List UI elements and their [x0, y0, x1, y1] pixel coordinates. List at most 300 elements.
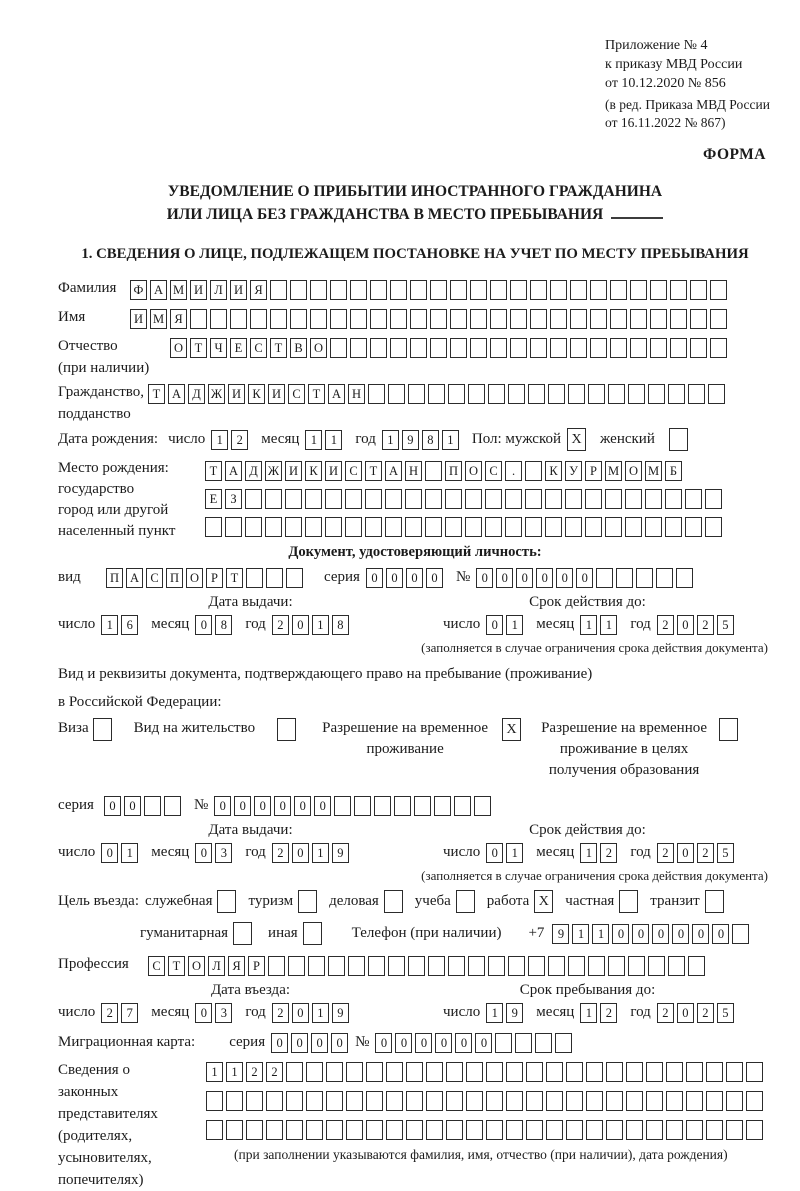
char-box[interactable]: 0	[292, 843, 309, 863]
char-box[interactable]	[326, 1062, 343, 1082]
char-box[interactable]	[530, 338, 547, 358]
char-box[interactable]	[626, 1062, 643, 1082]
char-box[interactable]: Я	[170, 309, 187, 329]
char-box[interactable]: П	[166, 568, 183, 588]
char-box[interactable]: 1	[506, 615, 523, 635]
char-box[interactable]	[535, 1033, 552, 1053]
char-box[interactable]	[686, 1120, 703, 1140]
char-box[interactable]: 2	[272, 843, 289, 863]
char-box[interactable]	[485, 489, 502, 509]
char-box[interactable]: 0	[692, 924, 709, 944]
char-box[interactable]: Ф	[130, 280, 147, 300]
char-box[interactable]	[646, 1062, 663, 1082]
sex-female-checkbox[interactable]	[669, 428, 688, 451]
char-box[interactable]: 1	[572, 924, 589, 944]
char-box[interactable]: 2	[272, 1003, 289, 1023]
char-box[interactable]: Я	[250, 280, 267, 300]
char-box[interactable]	[285, 489, 302, 509]
char-box[interactable]: 1	[226, 1062, 243, 1082]
char-box[interactable]	[568, 384, 585, 404]
char-box[interactable]	[648, 384, 665, 404]
char-box[interactable]: 1	[442, 430, 459, 450]
char-box[interactable]	[370, 280, 387, 300]
char-box[interactable]	[286, 1120, 303, 1140]
char-box[interactable]: А	[385, 461, 402, 481]
char-box[interactable]	[596, 568, 613, 588]
char-box[interactable]	[454, 796, 471, 816]
char-box[interactable]	[565, 489, 582, 509]
char-box[interactable]	[630, 309, 647, 329]
char-box[interactable]	[368, 956, 385, 976]
char-box[interactable]: 0	[516, 568, 533, 588]
char-box[interactable]	[466, 1120, 483, 1140]
char-box[interactable]: 0	[311, 1033, 328, 1053]
char-box[interactable]	[330, 309, 347, 329]
char-box[interactable]	[505, 517, 522, 537]
char-box[interactable]: 1	[312, 843, 329, 863]
char-box[interactable]	[510, 280, 527, 300]
char-box[interactable]	[626, 1120, 643, 1140]
char-box[interactable]	[710, 280, 727, 300]
char-box[interactable]	[585, 489, 602, 509]
char-box[interactable]	[610, 280, 627, 300]
char-box[interactable]	[590, 338, 607, 358]
char-box[interactable]: Ж	[265, 461, 282, 481]
char-box[interactable]: 0	[292, 1003, 309, 1023]
char-box[interactable]	[286, 1062, 303, 1082]
char-box[interactable]	[446, 1091, 463, 1111]
char-box[interactable]: 1	[211, 430, 228, 450]
char-box[interactable]: 0	[612, 924, 629, 944]
char-box[interactable]: 9	[332, 843, 349, 863]
char-box[interactable]	[690, 280, 707, 300]
char-box[interactable]	[506, 1091, 523, 1111]
char-box[interactable]	[688, 956, 705, 976]
purpose-rabota-checkbox[interactable]: X	[534, 890, 553, 913]
char-box[interactable]: 0	[292, 615, 309, 635]
char-box[interactable]	[526, 1062, 543, 1082]
char-box[interactable]: 1	[206, 1062, 223, 1082]
char-box[interactable]: 0	[195, 1003, 212, 1023]
char-box[interactable]	[608, 384, 625, 404]
char-box[interactable]	[470, 338, 487, 358]
char-box[interactable]: У	[565, 461, 582, 481]
char-box[interactable]	[530, 280, 547, 300]
char-box[interactable]: 0	[331, 1033, 348, 1053]
char-box[interactable]: 5	[717, 615, 734, 635]
char-box[interactable]	[665, 489, 682, 509]
char-box[interactable]	[285, 517, 302, 537]
char-box[interactable]: А	[168, 384, 185, 404]
char-box[interactable]	[710, 309, 727, 329]
char-box[interactable]: 5	[717, 843, 734, 863]
char-box[interactable]	[616, 568, 633, 588]
char-box[interactable]	[546, 1062, 563, 1082]
char-box[interactable]	[666, 1120, 683, 1140]
char-box[interactable]	[225, 517, 242, 537]
char-box[interactable]: 0	[366, 568, 383, 588]
char-box[interactable]	[546, 1091, 563, 1111]
char-box[interactable]	[485, 517, 502, 537]
char-box[interactable]	[268, 956, 285, 976]
char-box[interactable]	[328, 956, 345, 976]
char-box[interactable]	[506, 1120, 523, 1140]
char-box[interactable]: 0	[395, 1033, 412, 1053]
char-box[interactable]	[405, 517, 422, 537]
char-box[interactable]: Т	[168, 956, 185, 976]
char-box[interactable]: 1	[305, 430, 322, 450]
purpose-delovaya-checkbox[interactable]	[384, 890, 403, 913]
char-box[interactable]: 0	[576, 568, 593, 588]
char-box[interactable]	[428, 956, 445, 976]
char-box[interactable]: Н	[348, 384, 365, 404]
char-box[interactable]	[388, 384, 405, 404]
char-box[interactable]	[265, 517, 282, 537]
char-box[interactable]: И	[228, 384, 245, 404]
char-box[interactable]: 0	[677, 615, 694, 635]
char-box[interactable]	[350, 309, 367, 329]
char-box[interactable]	[386, 1091, 403, 1111]
char-box[interactable]	[650, 309, 667, 329]
char-box[interactable]	[488, 384, 505, 404]
char-box[interactable]	[348, 956, 365, 976]
char-box[interactable]	[334, 796, 351, 816]
char-box[interactable]	[144, 796, 161, 816]
char-box[interactable]	[508, 956, 525, 976]
char-box[interactable]: 0	[556, 568, 573, 588]
char-box[interactable]	[290, 280, 307, 300]
char-box[interactable]	[570, 338, 587, 358]
char-box[interactable]: С	[146, 568, 163, 588]
char-box[interactable]: 0	[124, 796, 141, 816]
char-box[interactable]: 0	[475, 1033, 492, 1053]
char-box[interactable]: 0	[214, 796, 231, 816]
char-box[interactable]	[270, 309, 287, 329]
char-box[interactable]: 0	[677, 843, 694, 863]
char-box[interactable]: Р	[206, 568, 223, 588]
char-box[interactable]	[495, 1033, 512, 1053]
char-box[interactable]	[685, 517, 702, 537]
char-box[interactable]: 1	[121, 843, 138, 863]
char-box[interactable]	[486, 1120, 503, 1140]
char-box[interactable]: 1	[592, 924, 609, 944]
char-box[interactable]	[566, 1091, 583, 1111]
char-box[interactable]: К	[248, 384, 265, 404]
char-box[interactable]	[676, 568, 693, 588]
char-box[interactable]	[708, 384, 725, 404]
char-box[interactable]	[325, 489, 342, 509]
char-box[interactable]	[346, 1062, 363, 1082]
char-box[interactable]: 8	[422, 430, 439, 450]
char-box[interactable]: П	[106, 568, 123, 588]
char-box[interactable]: О	[188, 956, 205, 976]
char-box[interactable]: 2	[697, 1003, 714, 1023]
char-box[interactable]	[308, 956, 325, 976]
char-box[interactable]: 0	[415, 1033, 432, 1053]
char-box[interactable]	[266, 568, 283, 588]
char-box[interactable]	[550, 309, 567, 329]
char-box[interactable]	[230, 309, 247, 329]
char-box[interactable]: И	[230, 280, 247, 300]
char-box[interactable]: 1	[580, 1003, 597, 1023]
char-box[interactable]	[206, 1120, 223, 1140]
char-box[interactable]	[286, 568, 303, 588]
char-box[interactable]	[385, 489, 402, 509]
char-box[interactable]: 0	[672, 924, 689, 944]
char-box[interactable]	[606, 1120, 623, 1140]
char-box[interactable]	[646, 1120, 663, 1140]
char-box[interactable]: 1	[600, 615, 617, 635]
char-box[interactable]	[390, 280, 407, 300]
char-box[interactable]: Т	[270, 338, 287, 358]
char-box[interactable]: 0	[314, 796, 331, 816]
char-box[interactable]	[650, 280, 667, 300]
char-box[interactable]	[386, 1062, 403, 1082]
char-box[interactable]	[408, 384, 425, 404]
char-box[interactable]: 0	[632, 924, 649, 944]
char-box[interactable]: Е	[230, 338, 247, 358]
char-box[interactable]: М	[150, 309, 167, 329]
char-box[interactable]	[690, 309, 707, 329]
char-box[interactable]: М	[645, 461, 662, 481]
char-box[interactable]	[430, 309, 447, 329]
char-box[interactable]	[410, 338, 427, 358]
char-box[interactable]	[688, 384, 705, 404]
char-box[interactable]	[706, 1091, 723, 1111]
char-box[interactable]: О	[310, 338, 327, 358]
char-box[interactable]	[250, 309, 267, 329]
char-box[interactable]: 0	[195, 615, 212, 635]
purpose-ucheba-checkbox[interactable]	[456, 890, 475, 913]
char-box[interactable]	[706, 1120, 723, 1140]
char-box[interactable]	[568, 956, 585, 976]
char-box[interactable]	[330, 280, 347, 300]
char-box[interactable]	[490, 309, 507, 329]
char-box[interactable]	[445, 489, 462, 509]
char-box[interactable]: 1	[486, 1003, 503, 1023]
char-box[interactable]: О	[170, 338, 187, 358]
char-box[interactable]	[586, 1120, 603, 1140]
char-box[interactable]: 9	[332, 1003, 349, 1023]
char-box[interactable]	[746, 1120, 763, 1140]
char-box[interactable]	[628, 384, 645, 404]
char-box[interactable]	[706, 1062, 723, 1082]
char-box[interactable]	[345, 517, 362, 537]
char-box[interactable]	[732, 924, 749, 944]
char-box[interactable]	[586, 1091, 603, 1111]
char-box[interactable]	[526, 1120, 543, 1140]
char-box[interactable]: Л	[208, 956, 225, 976]
char-box[interactable]: 2	[697, 843, 714, 863]
char-box[interactable]: Б	[665, 461, 682, 481]
char-box[interactable]: 0	[101, 843, 118, 863]
char-box[interactable]	[210, 309, 227, 329]
char-box[interactable]	[645, 489, 662, 509]
char-box[interactable]	[610, 309, 627, 329]
char-box[interactable]	[746, 1062, 763, 1082]
char-box[interactable]	[690, 338, 707, 358]
char-box[interactable]: А	[328, 384, 345, 404]
char-box[interactable]	[330, 338, 347, 358]
char-box[interactable]: Л	[210, 280, 227, 300]
char-box[interactable]	[366, 1120, 383, 1140]
char-box[interactable]	[630, 338, 647, 358]
char-box[interactable]	[286, 1091, 303, 1111]
rvp-checkbox[interactable]: X	[502, 718, 521, 741]
char-box[interactable]: 1	[580, 843, 597, 863]
char-box[interactable]	[406, 1062, 423, 1082]
char-box[interactable]	[345, 489, 362, 509]
char-box[interactable]: Ч	[210, 338, 227, 358]
char-box[interactable]	[646, 1091, 663, 1111]
char-box[interactable]: 9	[552, 924, 569, 944]
char-box[interactable]: А	[225, 461, 242, 481]
char-box[interactable]	[468, 384, 485, 404]
char-box[interactable]	[705, 517, 722, 537]
char-box[interactable]	[686, 1091, 703, 1111]
char-box[interactable]: 2	[657, 1003, 674, 1023]
char-box[interactable]	[346, 1091, 363, 1111]
purpose-chastnaya-checkbox[interactable]	[619, 890, 638, 913]
char-box[interactable]	[410, 309, 427, 329]
char-box[interactable]: 9	[402, 430, 419, 450]
char-box[interactable]: Ж	[208, 384, 225, 404]
char-box[interactable]	[625, 489, 642, 509]
char-box[interactable]: Р	[585, 461, 602, 481]
char-box[interactable]	[450, 338, 467, 358]
char-box[interactable]	[206, 1091, 223, 1111]
char-box[interactable]: 1	[506, 843, 523, 863]
char-box[interactable]: 0	[486, 615, 503, 635]
char-box[interactable]	[525, 517, 542, 537]
char-box[interactable]	[470, 280, 487, 300]
char-box[interactable]	[656, 568, 673, 588]
char-box[interactable]	[710, 338, 727, 358]
char-box[interactable]	[648, 956, 665, 976]
char-box[interactable]	[510, 309, 527, 329]
char-box[interactable]: 0	[496, 568, 513, 588]
char-box[interactable]	[726, 1120, 743, 1140]
char-box[interactable]: 0	[536, 568, 553, 588]
char-box[interactable]: 2	[266, 1062, 283, 1082]
char-box[interactable]: 1	[325, 430, 342, 450]
char-box[interactable]: И	[130, 309, 147, 329]
char-box[interactable]	[426, 1062, 443, 1082]
char-box[interactable]: 0	[375, 1033, 392, 1053]
char-box[interactable]	[545, 489, 562, 509]
char-box[interactable]	[305, 517, 322, 537]
char-box[interactable]	[566, 1062, 583, 1082]
char-box[interactable]: 2	[600, 1003, 617, 1023]
char-box[interactable]	[394, 796, 411, 816]
char-box[interactable]	[528, 956, 545, 976]
char-box[interactable]	[414, 796, 431, 816]
char-box[interactable]	[270, 280, 287, 300]
char-box[interactable]: Д	[188, 384, 205, 404]
char-box[interactable]: 0	[271, 1033, 288, 1053]
char-box[interactable]	[670, 338, 687, 358]
char-box[interactable]	[548, 956, 565, 976]
char-box[interactable]	[446, 1062, 463, 1082]
char-box[interactable]	[510, 338, 527, 358]
char-box[interactable]: Т	[308, 384, 325, 404]
char-box[interactable]: Т	[365, 461, 382, 481]
char-box[interactable]: С	[345, 461, 362, 481]
char-box[interactable]: 1	[101, 615, 118, 635]
char-box[interactable]	[466, 1091, 483, 1111]
char-box[interactable]: П	[445, 461, 462, 481]
char-box[interactable]	[588, 384, 605, 404]
char-box[interactable]	[608, 956, 625, 976]
char-box[interactable]	[488, 956, 505, 976]
char-box[interactable]	[370, 338, 387, 358]
char-box[interactable]: 1	[382, 430, 399, 450]
char-box[interactable]	[555, 1033, 572, 1053]
char-box[interactable]: К	[305, 461, 322, 481]
char-box[interactable]	[548, 384, 565, 404]
char-box[interactable]: 0	[476, 568, 493, 588]
char-box[interactable]	[346, 1120, 363, 1140]
char-box[interactable]: Т	[205, 461, 222, 481]
char-box[interactable]	[306, 1062, 323, 1082]
char-box[interactable]	[506, 1062, 523, 1082]
char-box[interactable]: 6	[121, 615, 138, 635]
char-box[interactable]	[310, 309, 327, 329]
char-box[interactable]	[265, 489, 282, 509]
char-box[interactable]	[466, 1062, 483, 1082]
char-box[interactable]	[350, 280, 367, 300]
char-box[interactable]	[366, 1091, 383, 1111]
char-box[interactable]	[428, 384, 445, 404]
char-box[interactable]: 0	[406, 568, 423, 588]
char-box[interactable]: И	[190, 280, 207, 300]
char-box[interactable]: Я	[228, 956, 245, 976]
char-box[interactable]	[570, 309, 587, 329]
char-box[interactable]	[246, 568, 263, 588]
char-box[interactable]: А	[126, 568, 143, 588]
char-box[interactable]	[410, 280, 427, 300]
char-box[interactable]	[625, 517, 642, 537]
char-box[interactable]	[490, 338, 507, 358]
char-box[interactable]	[164, 796, 181, 816]
char-box[interactable]	[310, 280, 327, 300]
char-box[interactable]	[508, 384, 525, 404]
purpose-gumanitarnaya-checkbox[interactable]	[233, 922, 252, 945]
char-box[interactable]	[245, 489, 262, 509]
char-box[interactable]	[430, 280, 447, 300]
char-box[interactable]: 0	[234, 796, 251, 816]
char-box[interactable]	[306, 1091, 323, 1111]
char-box[interactable]	[726, 1091, 743, 1111]
char-box[interactable]	[226, 1091, 243, 1111]
char-box[interactable]	[565, 517, 582, 537]
char-box[interactable]: 0	[294, 796, 311, 816]
char-box[interactable]: 2	[246, 1062, 263, 1082]
char-box[interactable]: 5	[717, 1003, 734, 1023]
char-box[interactable]	[408, 956, 425, 976]
char-box[interactable]	[645, 517, 662, 537]
char-box[interactable]	[406, 1091, 423, 1111]
char-box[interactable]	[405, 489, 422, 509]
char-box[interactable]: 0	[486, 843, 503, 863]
char-box[interactable]: З	[225, 489, 242, 509]
char-box[interactable]: 0	[652, 924, 669, 944]
char-box[interactable]: К	[545, 461, 562, 481]
char-box[interactable]	[605, 517, 622, 537]
char-box[interactable]	[450, 280, 467, 300]
char-box[interactable]	[450, 309, 467, 329]
char-box[interactable]	[605, 489, 622, 509]
